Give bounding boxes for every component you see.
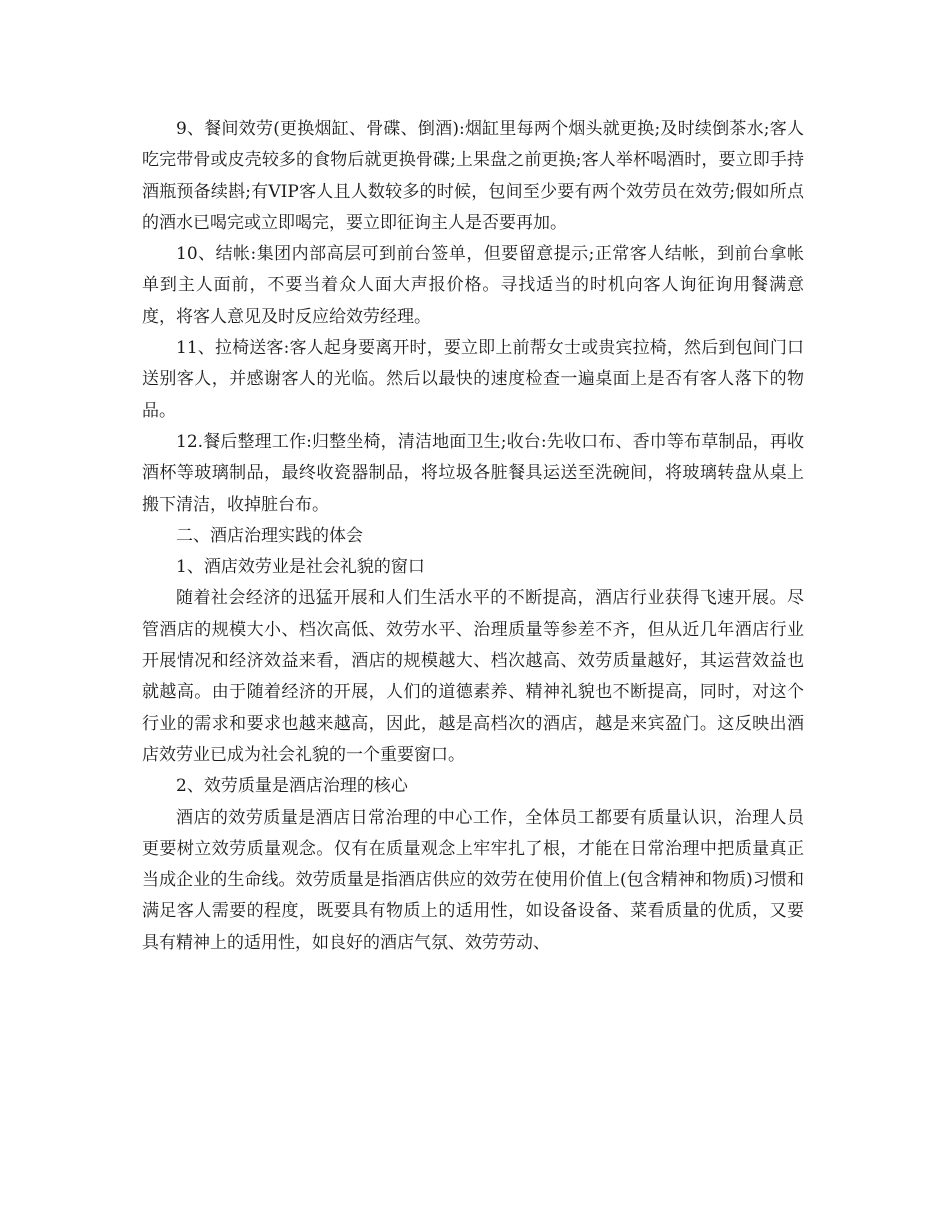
paragraph-service-quality: 酒店的效劳质量是酒店日常治理的中心工作，全体员工都要有质量认识，治理人员更要树立效劳质量观念。仅有在质量观念上牢牢扎了根，才能在日常治理中把质量真正当成企业的生命线。效劳质量是指酒店供应的效劳在使用价值上(包含精神和物质)习惯和满足客人需要的程度，既要具有物质上的适用性，如设备设备、菜看质量的优质，又要具有精神上的适用性，如良好的酒店气氛、效劳劳动、 <box>142 807 804 953</box>
paragraph-item-11-farewell: 11、拉椅送客:客人起身要离开时，要立即上前帮女士或贵宾拉椅，然后到包间门口送别客人，并感谢客人的光临。然后以最快的速度检查一遍桌面上是否有客人落下的物品。 <box>142 338 804 421</box>
document-body <box>142 114 804 959</box>
paragraph-civility-window: 随着社会经济的迅猛开展和人们生活水平的不断提高，酒店行业获得飞速开展。尽管酒店的规模大小、档次高低、效劳水平、治理质量等参差不齐，但从近几年酒店行业开展情况和经济效益来看，酒店的规模越大、档次越高、效劳质量越好，其运营效益也就越高。由于随着经济的开展，人们的道德素养、精神礼貌也不断提高，同时，对这个行业的需求和要求也越来越高，因此，越是高档次的酒店，越是来宾盈门。这反映出酒店效劳业已成为社会礼貌的一个重要窗口。 <box>142 588 804 765</box>
section-heading: 二、酒店治理实践的体会 <box>176 525 363 546</box>
paragraph-item-9-service: 9、餐间效劳(更换烟缸、骨碟、倒酒):烟缸里每两个烟头就更换;及时续倒茶水;客人吃完带骨或皮壳较多的食物后就更换骨碟;上果盘之前更换;客人举杯喝酒时，要立即手持酒瓶预备续斟;有VIP客人且人数较多的时候，包间至少要有两个效劳员在效劳;假如所点的酒水已喝完或立即喝完，要立即征询主人是否要再加。 <box>142 119 804 233</box>
paragraph-item-10-checkout: 10、结帐:集团内部高层可到前台签单，但要留意提示;正常客人结帐，到前台拿帐单到主人面前，不要当着众人面大声报价格。寻找适当的时机向客人询征询用餐满意度，将客人意见及时反应给效劳经理。 <box>142 244 804 327</box>
paragraph-item-12-cleanup: 12.餐后整理工作:归整坐椅，清洁地面卫生;收台:先收口布、香巾等布草制品，再收酒杯等玻璃制品，最终收瓷器制品，将垃圾各脏餐具运送至洗碗间，将玻璃转盘从桌上搬下清洁，收掉脏台布。 <box>142 431 804 515</box>
subsection-heading-1: 1、酒店效劳业是社会礼貌的窗口 <box>176 557 425 578</box>
subsection-heading-2: 2、效劳质量是酒店治理的核心 <box>176 776 408 797</box>
